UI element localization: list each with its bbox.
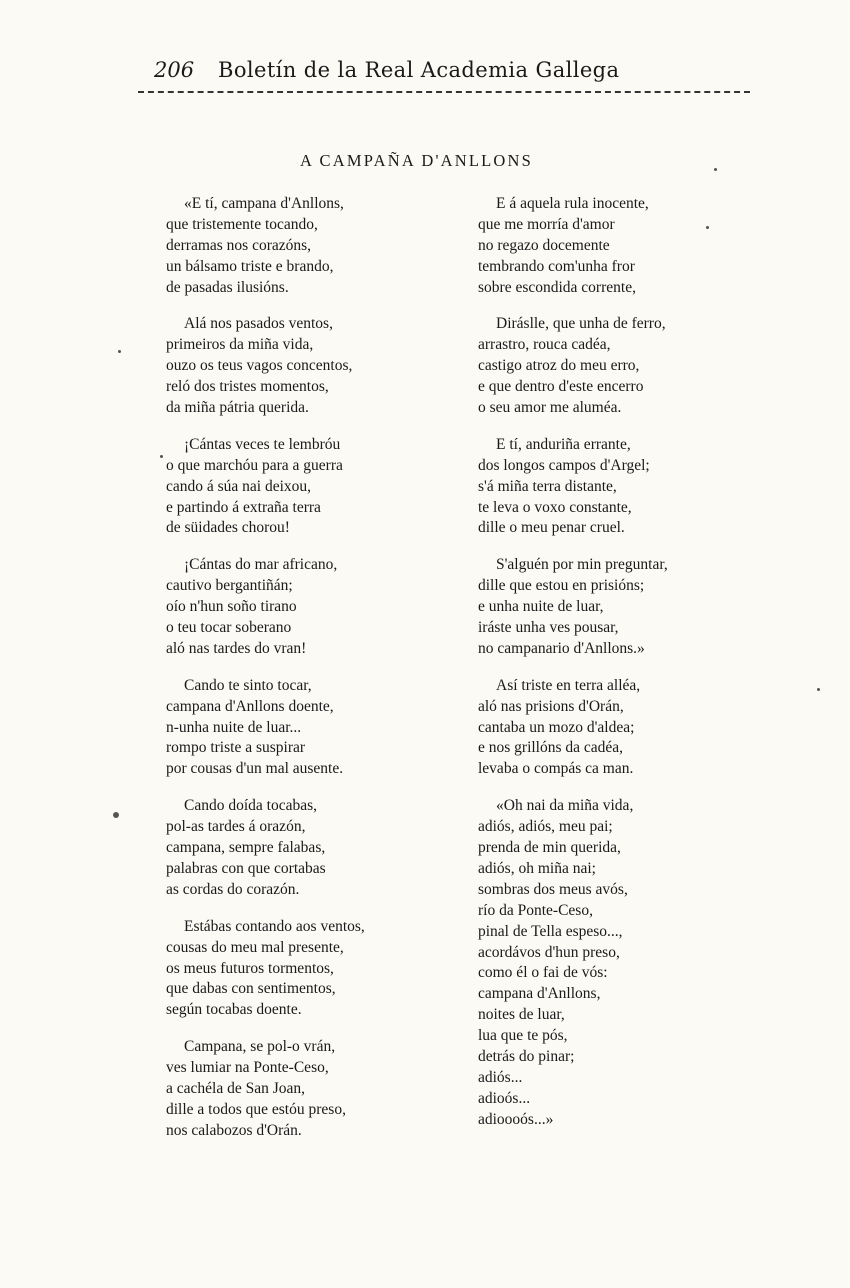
scan-speck xyxy=(113,812,119,818)
poem-line: cantaba un mozo d'aldea; xyxy=(478,718,635,736)
poem-line: o que marchóu para a guerra xyxy=(166,456,343,474)
poem-line: dille que estou en prisións; xyxy=(478,577,645,595)
poem-line: palabras con que cortabas xyxy=(166,859,326,877)
poem-line: rompo triste a suspirar xyxy=(166,739,306,757)
poem-line: te leva o voxo constante, xyxy=(478,498,632,516)
poem-line: campana d'Anllons doente, xyxy=(166,697,334,715)
poem-line: iráste unha ves pousar, xyxy=(478,619,619,637)
poem-line: e nos grillóns da cadéa, xyxy=(478,739,624,757)
poem-line: da miña pátria querida. xyxy=(166,399,309,417)
scan-speck xyxy=(118,350,121,353)
poem-stanza xyxy=(166,1037,436,1141)
poem-line: ¡Cántas veces te lembróu xyxy=(184,435,341,453)
poem-line: no regazo docemente xyxy=(478,236,610,254)
poem-line: E tí, anduriña errante, xyxy=(496,435,631,453)
poem-line: cousas do meu mal presente, xyxy=(166,938,344,956)
poem-line: ves lumiar na Ponte-Ceso, xyxy=(166,1059,329,1077)
poem-line: por cousas d'un mal ausente. xyxy=(166,760,344,778)
poem-line: sombras dos meus avós, xyxy=(478,880,628,898)
poem-line: Cando doída tocabas, xyxy=(184,797,318,815)
poem-line: Diráslle, que unha de ferro, xyxy=(496,315,666,333)
poem-stanza xyxy=(478,676,748,780)
poem-line: campana d'Anllons, xyxy=(478,985,601,1003)
poem-line: os meus futuros tormentos, xyxy=(166,959,334,977)
poem-line: nos calabozos d'Orán. xyxy=(166,1121,302,1139)
poem-line: Alá nos pasados ventos, xyxy=(184,315,333,333)
header-rule xyxy=(138,91,750,93)
poem-line: a cachéla de San Joan, xyxy=(166,1079,306,1097)
page-number: 206 xyxy=(154,58,195,82)
poem-stanza xyxy=(166,435,436,539)
poem-stanza xyxy=(166,676,436,780)
poem-line: según tocabas doente. xyxy=(166,1001,302,1019)
poem-line: derramas nos corazóns, xyxy=(166,236,312,254)
page-header xyxy=(150,58,630,88)
poem-line: de süidades chorou! xyxy=(166,519,290,537)
poem-line: Campana, se pol-o vrán, xyxy=(184,1038,336,1056)
poem-line: tembrando com'unha fror xyxy=(478,257,635,275)
poem-right-column xyxy=(478,194,748,1147)
poem-line: castigo atroz do meu erro, xyxy=(478,357,640,375)
poem-line: n-unha nuite de luar... xyxy=(166,718,302,736)
poem-line: adiós, adiós, meu pai; xyxy=(478,818,613,836)
poem-line: E á aquela rula inocente, xyxy=(496,195,649,212)
poem-line: acordávos d'hun preso, xyxy=(478,943,620,961)
poem-line: o teu tocar soberano xyxy=(166,619,292,637)
poem-line: primeiros da miña vida, xyxy=(166,336,314,354)
poem-line: pinal de Tella espeso..., xyxy=(478,922,623,940)
poem-line: aló nas tardes do vran! xyxy=(166,639,307,657)
poem-line: campana, sempre falabas, xyxy=(166,839,326,857)
poem-line: prenda de min querida, xyxy=(478,839,621,857)
poem-line: cando á súa nai deixou, xyxy=(166,477,312,495)
poem-line: Así triste en terra alléa, xyxy=(496,676,641,694)
poem-stanza xyxy=(478,555,748,659)
poem-line: levaba o compás ca man. xyxy=(478,760,634,778)
poem-line: o seu amor me aluméa. xyxy=(478,399,622,417)
poem-line: oío n'hun soño tirano xyxy=(166,598,297,616)
poem-line: arrastro, rouca cadéa, xyxy=(478,336,611,354)
scan-speck xyxy=(817,688,820,691)
poem-line: que tristemente tocando, xyxy=(166,215,318,233)
poem-stanza xyxy=(478,194,748,298)
scan-speck xyxy=(714,168,717,171)
poem-line: de pasadas ilusións. xyxy=(166,278,289,296)
poem-stanza xyxy=(166,314,436,418)
poem-line: adiós... xyxy=(478,1068,523,1086)
poem-line: no campanario d'Anllons.» xyxy=(478,639,645,657)
poem-line: e partindo á extraña terra xyxy=(166,498,321,516)
poem-line: detrás do pinar; xyxy=(478,1047,575,1065)
poem-line: dos longos campos d'Argel; xyxy=(478,456,650,474)
poem-line: río da Ponte-Ceso, xyxy=(478,901,593,919)
poem-line: como él o fai de vós: xyxy=(478,964,608,982)
poem-line: lua que te pós, xyxy=(478,1027,568,1045)
poem-stanza xyxy=(478,314,748,418)
poem-title: A CAMPAÑA D'ANLLONS xyxy=(300,151,534,170)
poem-line: S'alguén por min preguntar, xyxy=(496,556,668,574)
poem-line: Cando te sinto tocar, xyxy=(184,676,312,694)
scan-speck xyxy=(706,226,709,229)
poem-line: e unha nuite de luar, xyxy=(478,598,604,616)
poem-stanza xyxy=(478,435,748,539)
poem-stanza xyxy=(166,917,436,1021)
poem-line: dille a todos que estóu preso, xyxy=(166,1100,346,1118)
poem-line: e que dentro d'este encerro xyxy=(478,378,644,396)
poem-line: pol-as tardes á orazón, xyxy=(166,818,306,836)
poem-line: ¡Cántas do mar africano, xyxy=(184,556,338,574)
poem-stanza xyxy=(166,555,436,659)
poem-left-column xyxy=(166,194,436,1158)
poem-line: aló nas prisions d'Orán, xyxy=(478,697,624,715)
poem-line: sobre escondida corrente, xyxy=(478,278,636,296)
poem-line: reló dos tristes momentos, xyxy=(166,378,329,396)
poem-line: que me morría d'amor xyxy=(478,215,615,233)
poem-line: ouzo os teus vagos concentos, xyxy=(166,357,353,375)
poem-line: s'á miña terra distante, xyxy=(478,477,617,495)
poem-line: Estábas contando aos ventos, xyxy=(184,917,365,935)
poem-stanza xyxy=(478,796,748,1130)
poem-line: «Oh nai da miña vida, xyxy=(496,797,634,815)
poem-line: dille o meu penar cruel. xyxy=(478,519,625,537)
poem-line: que dabas con sentimentos, xyxy=(166,980,336,998)
poem-line: noites de luar, xyxy=(478,1006,565,1024)
poem-line: adiós, oh miña nai; xyxy=(478,859,596,877)
poem-line: as cordas do corazón. xyxy=(166,880,300,898)
poem-line: un bálsamo triste e brando, xyxy=(166,257,334,275)
poem-line: «E tí, campana d'Anllons, xyxy=(184,195,344,212)
poem-stanza xyxy=(166,796,436,900)
poem-stanza xyxy=(166,194,436,298)
poem-line: adioós... xyxy=(478,1089,531,1107)
journal-title: Boletín de la Real Academia Gallega xyxy=(218,58,620,82)
poem-line: cautivo bergantiñán; xyxy=(166,577,293,595)
scan-speck xyxy=(160,455,163,458)
poem-line: adioooós...» xyxy=(478,1110,554,1128)
